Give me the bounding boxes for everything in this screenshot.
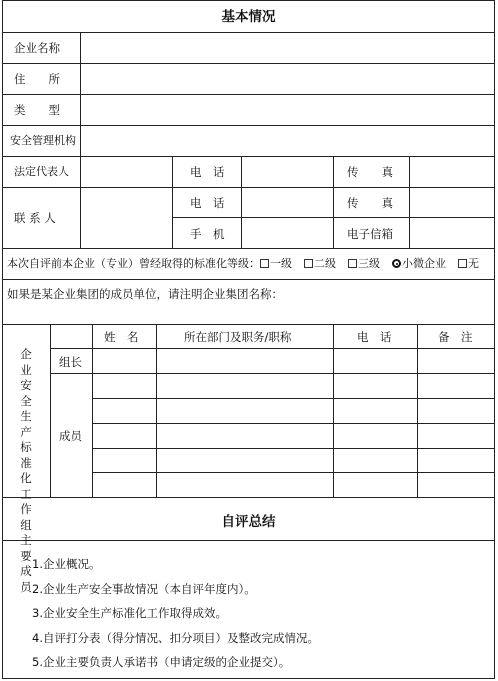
rule <box>92 472 495 473</box>
safety-org-field[interactable] <box>81 126 494 156</box>
rule <box>2 324 495 325</box>
label-fax: 传 真 <box>347 165 393 179</box>
summary-item: 4.自评打分表（得分情况、扣分项目）及整改完成情况。 <box>32 631 319 645</box>
summary-item: 3.企业安全生产标准化工作取得成效。 <box>32 606 227 620</box>
rule <box>2 248 495 249</box>
option-none[interactable]: 无 <box>458 257 479 271</box>
summary-item: 5.企业主要负责人承诺书（申请定级的企业提交）。 <box>32 655 291 669</box>
label-email: 电子信箱 <box>347 227 393 241</box>
label-type: 类 型 <box>14 103 60 117</box>
section-title-basic: 基本情况 <box>221 9 276 25</box>
summary-item: 1.企业概况。 <box>32 557 101 571</box>
rule <box>333 156 334 248</box>
rule <box>50 373 495 374</box>
label-legal-rep: 法定代表人 <box>14 165 69 178</box>
label-members: 成员 <box>59 429 82 443</box>
rule <box>172 156 173 248</box>
label-contact: 联 系 人 <box>14 211 56 225</box>
label-address: 住 所 <box>14 72 60 86</box>
rule <box>2 540 495 541</box>
group-name-field[interactable] <box>3 302 494 324</box>
contact-phone-field[interactable] <box>242 188 333 217</box>
header-phone: 电 话 <box>357 330 392 344</box>
rule <box>417 324 418 497</box>
rule <box>92 448 495 449</box>
contact-mobile-field[interactable] <box>242 218 333 248</box>
checkbox-icon <box>348 259 357 268</box>
rule <box>92 324 93 497</box>
type-field[interactable] <box>81 95 494 125</box>
label-mobile: 手 机 <box>190 227 225 241</box>
section-title-summary: 自评总结 <box>221 514 276 530</box>
standardization-row <box>7 257 479 271</box>
legal-rep-phone-field[interactable] <box>242 157 333 187</box>
contact-fax-field[interactable] <box>410 188 494 217</box>
header-name: 姓 名 <box>104 330 139 344</box>
summary-item: 2.企业生产安全事故情况（本自评年度内）。 <box>32 582 256 596</box>
rule <box>156 324 157 497</box>
standardization-prompt: 本次自评前本企业（专业）曾经取得的标准化等级： <box>7 257 260 270</box>
header-dept-title: 所在部门及职务/职称 <box>184 330 292 344</box>
rule <box>2 279 495 280</box>
rule <box>50 348 495 349</box>
option-level-3[interactable]: 三级 <box>348 257 380 271</box>
address-field[interactable] <box>81 64 494 94</box>
rule <box>333 324 334 497</box>
checkbox-icon <box>260 259 269 268</box>
rule <box>92 398 495 399</box>
work-group-side-label: 企业安全生产标准化工作组主要成员 <box>20 347 32 594</box>
label-phone: 电 话 <box>190 165 225 179</box>
label-company-name: 企业名称 <box>14 41 60 55</box>
group-note: 如果是某企业集团的成员单位，请注明企业集团名称： <box>7 287 283 301</box>
checkbox-icon <box>304 259 313 268</box>
label-leader: 组长 <box>59 355 82 369</box>
company-name-field[interactable] <box>81 33 494 63</box>
contact-email-field[interactable] <box>410 218 494 248</box>
contact-field[interactable] <box>81 188 172 248</box>
option-level-1[interactable]: 一级 <box>260 257 292 270</box>
option-level-2[interactable]: 二级 <box>304 257 336 271</box>
rule <box>92 423 495 424</box>
header-remarks: 备 注 <box>438 330 473 344</box>
option-small-micro[interactable]: 小微企业 <box>392 257 446 271</box>
rule <box>50 324 51 497</box>
legal-rep-field[interactable] <box>81 157 172 187</box>
selected-radio-icon <box>392 259 401 268</box>
label-fax: 传 真 <box>347 196 393 210</box>
label-phone: 电 话 <box>190 196 225 210</box>
rule <box>2 497 495 498</box>
checkbox-icon <box>458 259 467 268</box>
legal-rep-fax-field[interactable] <box>410 157 494 187</box>
label-safety-org: 安全管理机构 <box>10 134 76 147</box>
